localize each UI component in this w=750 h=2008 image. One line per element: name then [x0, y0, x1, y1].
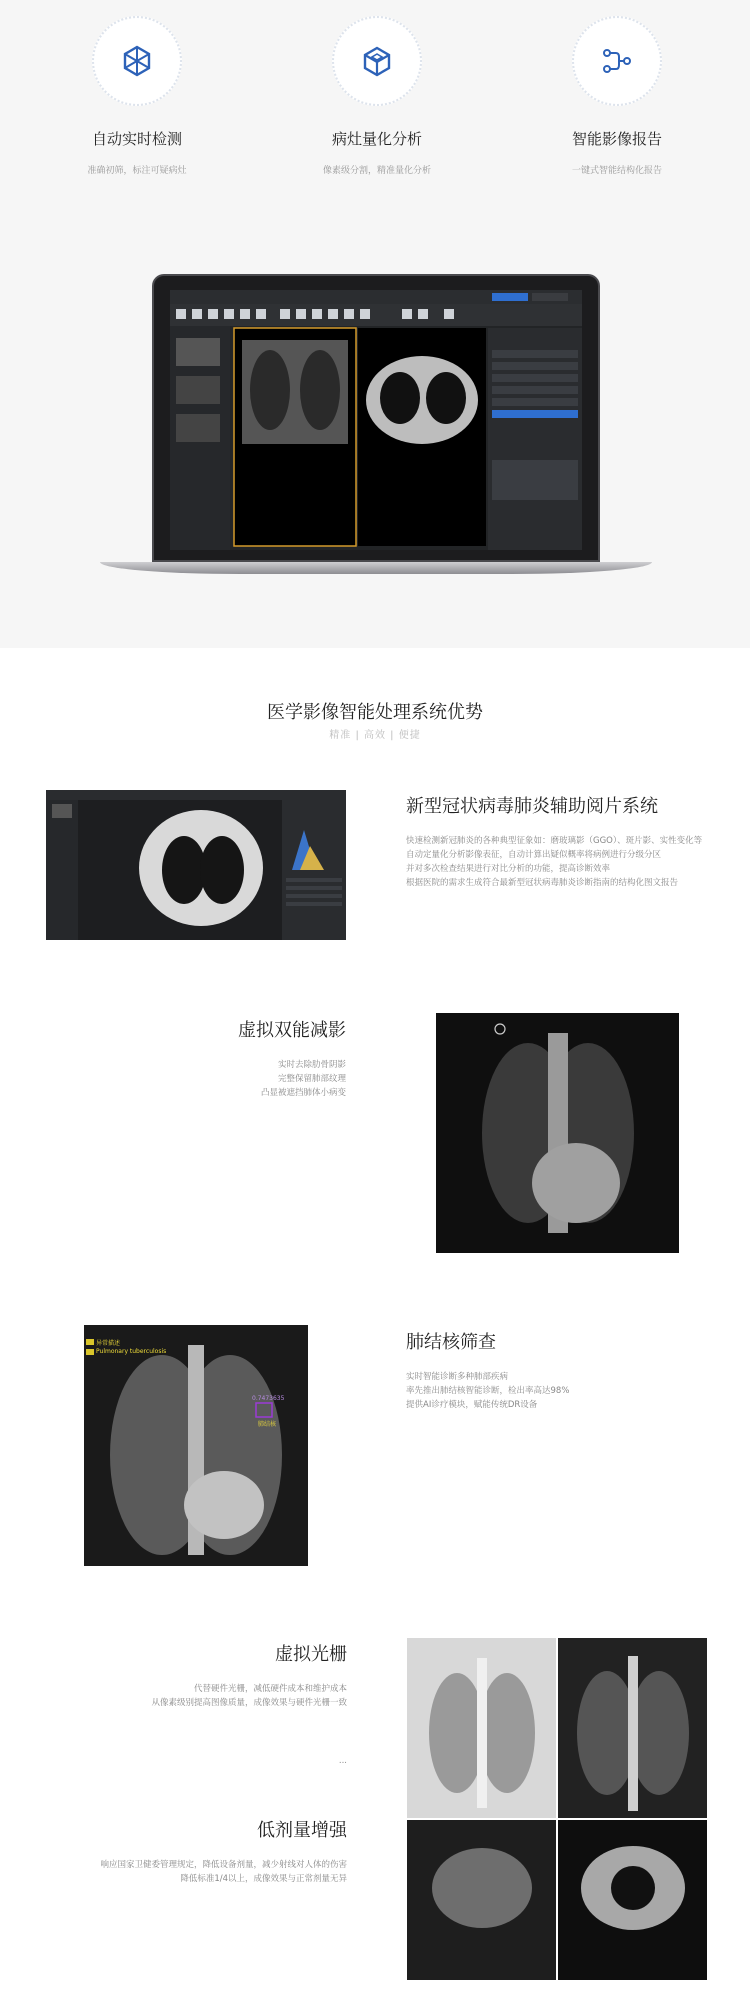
- feature-title: 自动实时检测: [91, 130, 182, 148]
- feature-icon-circle: [572, 16, 662, 106]
- desc-line: 完整保留肺部纹理: [277, 1074, 346, 1084]
- desc-line: 从像素级别提高图像质量，成像效果与硬件光栅一致: [151, 1698, 347, 1708]
- desc-line: 并对多次检查结果进行对比分析的功能，提高诊断效率: [406, 864, 611, 874]
- desc-line: 代替硬件光栅，减低硬件成本和维护成本: [193, 1684, 347, 1694]
- advantages-title: 医学影像智能处理系统优势: [267, 702, 483, 723]
- lowdose-title: 低剂量增强: [257, 1820, 347, 1841]
- laptop-lid: [152, 274, 600, 562]
- covid-desc: [406, 834, 702, 890]
- covid-ct-screenshot: [46, 790, 346, 940]
- xray-box-label: 肺结核: [258, 1421, 277, 1428]
- grid-title: 虚拟光栅: [275, 1644, 347, 1665]
- xray-tag-1: 异常描述: [96, 1340, 121, 1347]
- desc-line: 根据医院的需求生成符合最新型冠状病毒肺炎诊断指南的结构化图文报告: [406, 878, 679, 888]
- dual-energy-xray: [436, 1013, 679, 1253]
- flow-icon: [600, 44, 634, 78]
- feature-title: 病灶量化分析: [331, 130, 422, 148]
- feature-auto-detect: [12, 0, 262, 176]
- feature-smart-report: [492, 0, 742, 176]
- cube-icon: [360, 44, 394, 78]
- laptop-mockup: [100, 274, 652, 594]
- tb-desc: [406, 1370, 569, 1412]
- desc-line: 率先推出肺结核智能诊断，检出率高达98%: [406, 1386, 570, 1396]
- ellipsis: ...: [338, 1756, 347, 1766]
- viewer-ui-graphic: [170, 290, 582, 550]
- feature-icon-circle: [92, 16, 182, 106]
- desc-line: 降低标准1/4以上，成像效果与正常剂量无异: [180, 1874, 347, 1884]
- feature-icon-circle: [332, 16, 422, 106]
- covid-title: 新型冠状病毒肺炎辅助阅片系统: [406, 796, 658, 817]
- xray-box-score: 0.7473635: [252, 1395, 285, 1402]
- desc-line: 响应国家卫健委管理规定，降低设备剂量，减少射线对人体的伤害: [100, 1860, 347, 1870]
- laptop-base: [100, 562, 652, 574]
- app-screenshot: [170, 290, 582, 550]
- desc-line: 实时去除肋骨阴影: [277, 1060, 346, 1070]
- tb-title: 肺结核筛查: [406, 1332, 496, 1353]
- network-cube-icon: [120, 44, 154, 78]
- feature-quant-analysis: [252, 0, 502, 176]
- desc-line: 提供AI诊疗模块，赋能传统DR设备: [406, 1400, 538, 1410]
- dual-title: 虚拟双能减影: [238, 1020, 346, 1041]
- grid-desc: [151, 1682, 347, 1710]
- advantages-subtitle: 精准 | 高效 | 便捷: [329, 730, 421, 741]
- desc-line: 快速检测新冠肺炎的各种典型征象如：磨玻璃影（GGO）、斑片影、实性变化等: [406, 836, 703, 846]
- feature-desc: 像素级分割，精准量化分析: [322, 166, 431, 176]
- xray-grid-collage: [407, 1638, 707, 1980]
- feature-title: 智能影像报告: [571, 130, 662, 148]
- feature-desc: 准确初筛，标注可疑病灶: [87, 166, 187, 176]
- desc-line: 自动定量化分析影像表征，自动计算出疑似概率将病例进行分级分区: [406, 850, 662, 860]
- xray-tag-2: Pulmonary tuberculosis: [96, 1348, 167, 1355]
- dual-desc: [261, 1058, 346, 1100]
- tb-xray: [84, 1325, 308, 1566]
- desc-line: 实时智能诊断多种肺部疾病: [406, 1372, 509, 1382]
- lowdose-desc: [100, 1858, 347, 1886]
- feature-desc: 一键式智能结构化报告: [571, 166, 662, 176]
- desc-line: 凸显被遮挡肺体小病变: [260, 1088, 346, 1098]
